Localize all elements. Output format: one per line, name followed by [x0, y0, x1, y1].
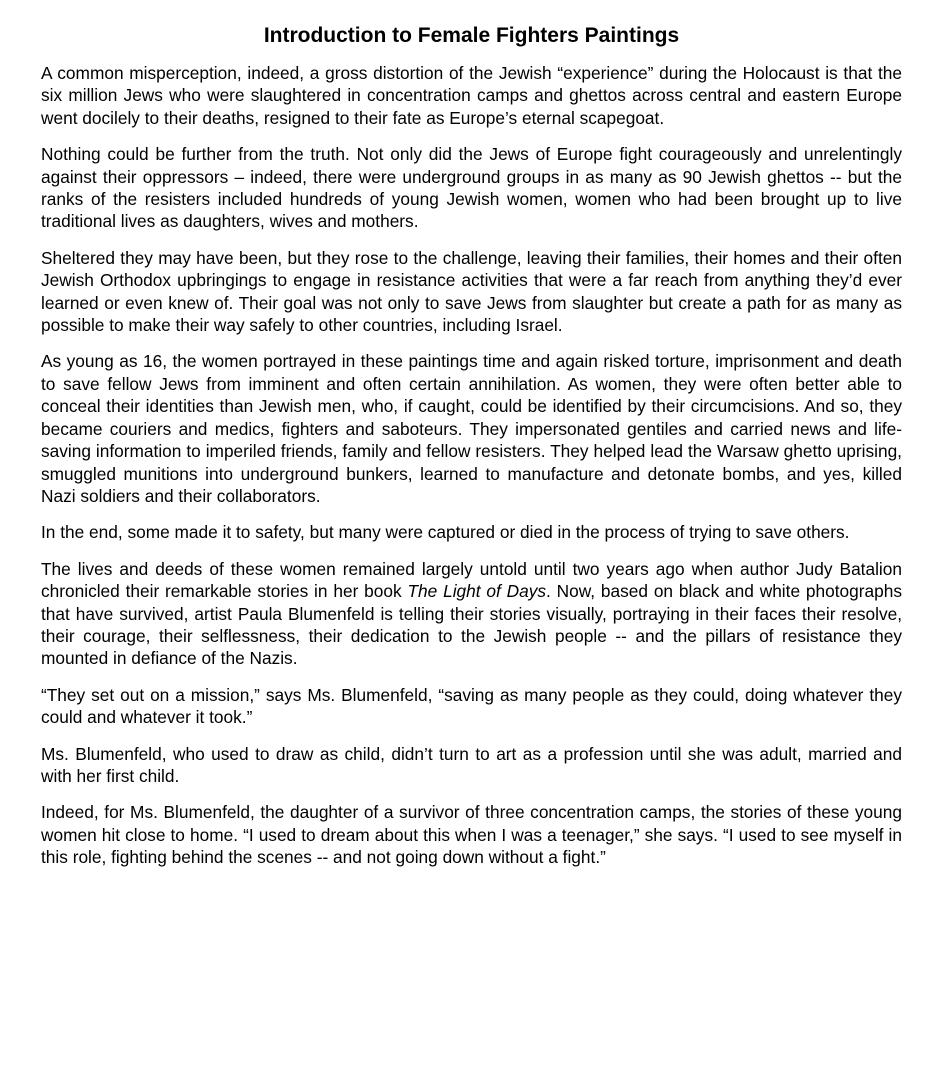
paragraph-4: As young as 16, the women portrayed in these paintings time and again risked torture, imprisonment and death to save fellow Jews from imminent and often certain annihilation. As women, they were often better able to conceal their identities than Jewish men, who, if caught, could be identified by their circumcisions. And so, they became couriers and medics, fighters and saboteurs. They impersonated gentiles and carried news and life-saving information to imperiled friends, family and fellow resisters. They helped lead the Warsaw ghetto uprising, smuggled munitions into underground bunkers, learned to manufacture and detonate bombs, and yes, killed Nazi soldiers and their collaborators. — [41, 351, 902, 506]
paragraph-3: Sheltered they may have been, but they rose to the challenge, leaving their families, their homes and their often Jewish Orthodox upbringings to engage in resistance activities that were a far reach from anything they’d ever learned or even knew of. Their goal was not only to save Jews from slaughter but create a path for as many as possible to make their way safely to other countries, including Israel. — [41, 247, 902, 336]
paragraph-6-text-after: . Now, based on black and white photographs that have survived, artist Paula Blumenfeld is telling their stories visually, portraying in their faces their resolve, their courage, their selflessness, their dedication to the Jewish people -- and the pillars of resistance they mounted in defiance of the Nazis. — [41, 581, 902, 669]
paragraph-6 — [41, 558, 902, 670]
paragraph-8: Ms. Blumenfeld, who used to draw as child, didn’t turn to art as a profession until she was adult, married and with her first child. — [41, 743, 902, 786]
paragraph-5: In the end, some made it to safety, but many were captured or died in the process of trying to save others. — [41, 522, 850, 543]
paragraph-7: “They set out on a mission,” says Ms. Blumenfeld, “saving as many people as they could, doing whatever they could and whatever it took.” — [41, 684, 902, 728]
paragraph-1: A common misperception, indeed, a gross distortion of the Jewish “experience” during the Holocaust is that the six million Jews who were slaughtered in concentration camps and ghettos across central and eastern Europe went docilely to their deaths, resigned to their fate as Europe’s eternal scapegoat. — [41, 63, 902, 128]
document-title: Introduction to Female Fighters Paintings — [263, 24, 680, 47]
paragraph-6-text-before: The lives and deeds of these women remained largely untold until two years ago when author Judy Batalion chronicled their remarkable stories in her book — [41, 558, 902, 602]
paragraph-9: Indeed, for Ms. Blumenfeld, the daughter of a survivor of three concentration camps, the stories of these young women hit close to home. “I used to dream about this when I was a teenager,” she says. “I used to see myself in this role, fighting behind the scenes -- and not going down without a fight.” — [41, 802, 902, 868]
paragraph-2: Nothing could be further from the truth. Not only did the Jews of Europe fight courageously and unrelentingly against their oppressors – indeed, there were underground groups in as many as 90 Jewish ghettos -- but the ranks of the resisters included hundreds of young Jewish women, women who had been brought up to live traditional lives as daughters, wives and mothers. — [41, 144, 902, 232]
book-title: The Light of Days — [407, 581, 547, 602]
document-page — [41, 22, 902, 869]
